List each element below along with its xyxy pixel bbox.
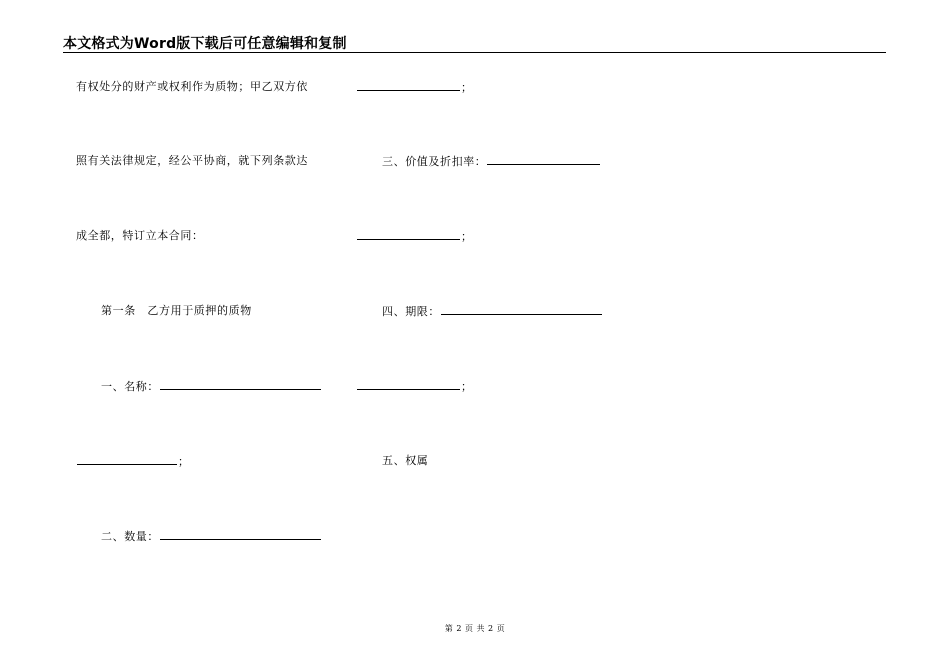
item-quantity-row xyxy=(101,529,322,544)
body-line-1: 有权处分的财产或权利作为质物；甲乙双方依 xyxy=(76,80,308,93)
right-blank-3[interactable] xyxy=(357,229,460,240)
right-blank-5-punct: ； xyxy=(461,380,473,393)
header-divider xyxy=(63,52,886,53)
item-name-continuation-punct: ； xyxy=(178,455,190,468)
body-line-3: 成全都，特订立本合同： xyxy=(76,229,204,242)
item-name-continuation-blank[interactable] xyxy=(77,454,177,465)
item-term-blank[interactable] xyxy=(441,304,602,315)
item-value-blank[interactable] xyxy=(487,154,600,165)
item-quantity-label: 二、数量： xyxy=(101,530,159,543)
item-quantity-blank[interactable] xyxy=(160,529,321,540)
right-blank-row-1 xyxy=(356,80,473,95)
right-blank-1-punct: ； xyxy=(461,81,473,94)
body-line-2: 照有关法律规定，经公平协商，就下列条款达 xyxy=(76,154,308,167)
page-header-title: 本文格式为Word版下载后可任意编辑和复制 xyxy=(63,36,347,52)
item-name-label: 一、名称： xyxy=(101,380,159,393)
item-name-blank[interactable] xyxy=(160,379,321,390)
item-value-row xyxy=(382,154,601,169)
item-ownership-heading: 五、权属 xyxy=(382,454,429,467)
article-1-heading: 第一条 乙方用于质押的质物 xyxy=(101,304,252,317)
page-footer-number: 第 2 页 共 2 页 xyxy=(444,624,506,633)
item-term-label: 四、期限： xyxy=(382,305,440,318)
right-blank-5[interactable] xyxy=(357,379,460,390)
item-value-label: 三、价值及折扣率： xyxy=(382,155,487,168)
right-blank-1[interactable] xyxy=(357,80,460,91)
right-blank-row-3 xyxy=(356,229,473,244)
item-name-continuation-row xyxy=(76,454,190,469)
item-name-row xyxy=(101,379,322,394)
item-term-row xyxy=(382,304,603,319)
right-blank-row-5 xyxy=(356,379,473,394)
right-blank-3-punct: ； xyxy=(461,230,473,243)
